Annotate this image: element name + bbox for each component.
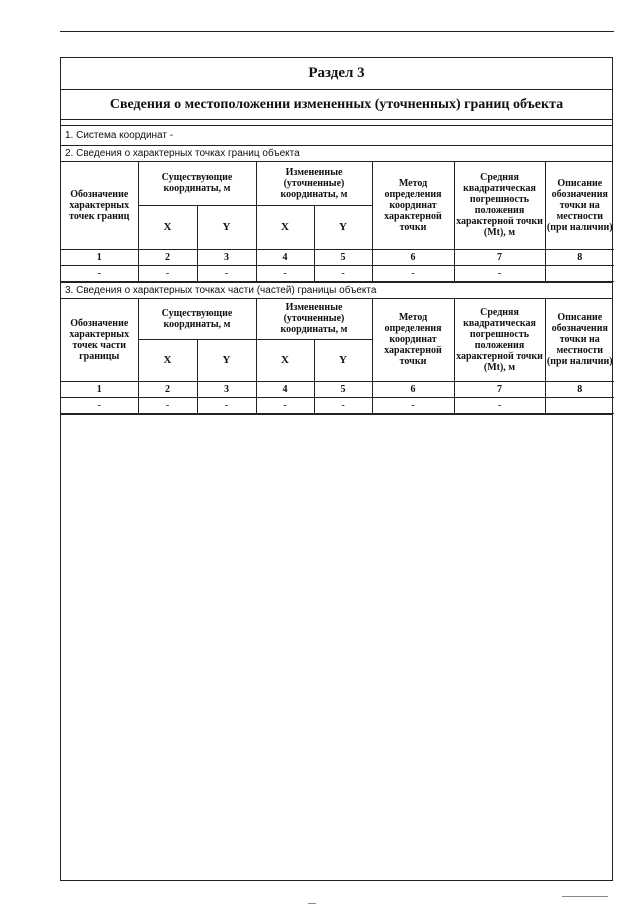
header-existing-coords: Существующие координаты, м	[138, 162, 256, 205]
section-title: Раздел 3	[61, 58, 612, 90]
section-frame	[60, 57, 613, 881]
table-cell: -	[314, 398, 372, 414]
header-existing-coords: Существующие координаты, м	[138, 299, 256, 340]
table1-caption: 2. Сведения о характерных точках границ объекта	[61, 146, 612, 162]
col-number: 3	[197, 249, 256, 265]
header-designation: Обозначение характерных точек границ	[61, 162, 138, 249]
header-y-changed: Y	[314, 205, 372, 249]
table-cell: -	[61, 398, 138, 414]
table-cell: -	[197, 265, 256, 281]
table-cell: -	[197, 398, 256, 414]
table-cell: -	[256, 398, 314, 414]
header-changed-coords: Измененные (уточненные) координаты, м	[256, 299, 372, 340]
table-cell: -	[61, 265, 138, 281]
table2-caption: 3. Сведения о характерных точках части (частей) границы объекта	[61, 283, 612, 299]
col-number: 2	[138, 382, 197, 398]
col-number: 4	[256, 249, 314, 265]
table-row	[61, 265, 614, 281]
header-x-changed: X	[256, 205, 314, 249]
table-cell: -	[138, 265, 197, 281]
table-cell: -	[372, 265, 454, 281]
header-x-existing: X	[138, 205, 197, 249]
header-method: Метод определения координат характерной точки	[372, 299, 454, 382]
header-x-changed: X	[256, 340, 314, 382]
col-number: 6	[372, 382, 454, 398]
table-cell: -	[454, 398, 545, 414]
table1	[61, 162, 612, 283]
col-number: 4	[256, 382, 314, 398]
col-number: 8	[545, 249, 614, 265]
table-cell	[545, 398, 614, 414]
col-number: 6	[372, 249, 454, 265]
scan-mark	[562, 896, 608, 897]
header-y-existing: Y	[197, 340, 256, 382]
col-number: 1	[61, 249, 138, 265]
table2	[61, 299, 612, 416]
coord-system-line: 1. Система координат -	[61, 126, 612, 146]
header-error: Средняя квадратическая погрешность положения характерной точки (Mt), м	[454, 162, 545, 249]
header-x-existing: X	[138, 340, 197, 382]
col-number: 5	[314, 382, 372, 398]
header-y-existing: Y	[197, 205, 256, 249]
col-number: 3	[197, 382, 256, 398]
header-designation: Обозначение характерных точек части границы	[61, 299, 138, 382]
col-number: 8	[545, 382, 614, 398]
scan-mark	[308, 903, 316, 904]
section-subtitle: Сведения о местоположении измененных (уточненных) границ объекта	[61, 90, 612, 120]
header-y-changed: Y	[314, 340, 372, 382]
top-rule	[60, 31, 614, 32]
table-cell: -	[372, 398, 454, 414]
table-cell: -	[256, 265, 314, 281]
header-description: Описание обозначения точки на местности (при наличии)	[545, 299, 614, 382]
table-cell: -	[138, 398, 197, 414]
col-number: 7	[454, 249, 545, 265]
col-number: 1	[61, 382, 138, 398]
header-description: Описание обозначения точки на местности (при наличии)	[545, 162, 614, 249]
table-cell	[545, 265, 614, 281]
table-cell: -	[314, 265, 372, 281]
table-row	[61, 398, 614, 414]
header-method: Метод определения координат характерной точки	[372, 162, 454, 249]
col-number: 5	[314, 249, 372, 265]
table-cell: -	[454, 265, 545, 281]
header-changed-coords: Измененные (уточненные) координаты, м	[256, 162, 372, 205]
col-number: 2	[138, 249, 197, 265]
col-number: 7	[454, 382, 545, 398]
header-error: Средняя квадратическая погрешность положения характерной точки (Mt), м	[454, 299, 545, 382]
